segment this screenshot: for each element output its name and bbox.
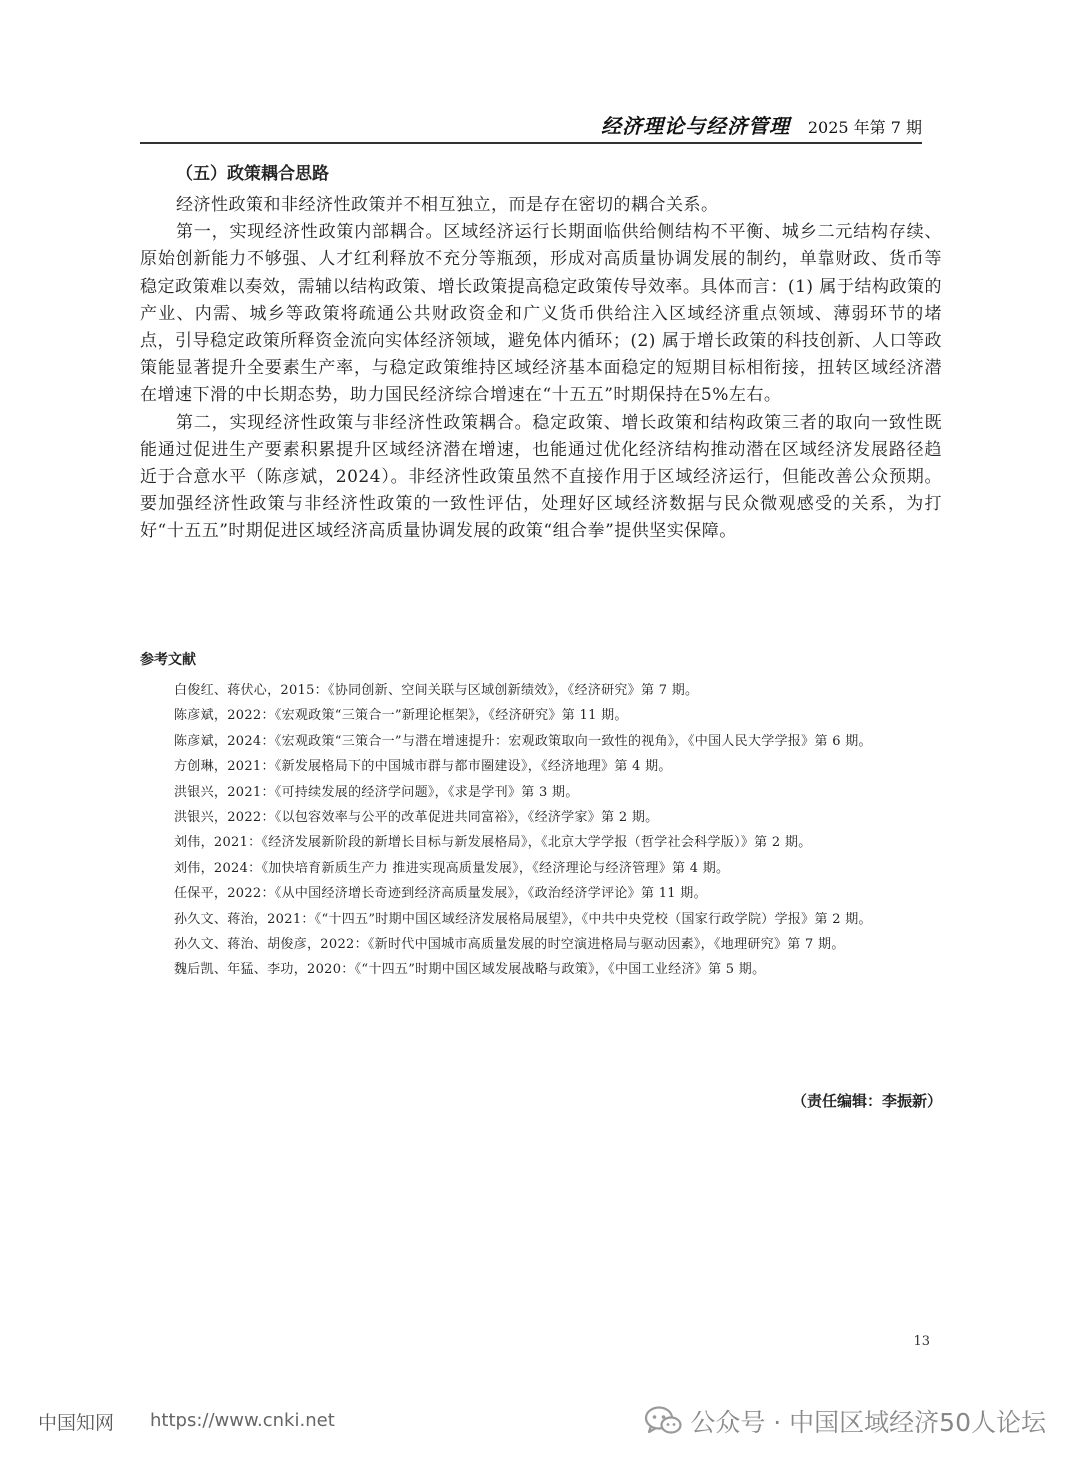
reference-item: 刘伟，2024：《加快培育新质生产力 推进实现高质量发展》，《经济理论与经济管理》第 4 期。 bbox=[174, 860, 730, 876]
journal-info bbox=[601, 110, 922, 139]
reference-item: 陈彦斌，2024：《宏观政策“三策合一”与潜在增速提升：宏观政策取向一致性的视角》，《中国人民大学学报》第 6 期。 bbox=[174, 733, 872, 749]
reference-item: 孙久文、蒋治、胡俊彦，2022：《新时代中国城市高质量发展的时空演进格局与驱动因素》，《地理研究》第 7 期。 bbox=[174, 937, 845, 953]
journal-issue: 2025 年第 7 期 bbox=[807, 118, 922, 137]
paragraph-intro: 经济性政策和非经济性政策并不相互独立，而是存在密切的耦合关系。 bbox=[176, 195, 719, 215]
paragraph-second: 第二，实现经济性政策与非经济性政策耦合。稳定政策、增长政策和结构政策三者的取向一致性既能通过促进生产要素积累提升区域经济潜在增速，也能通过优化经济结构推动潜在区域经济发展路径趋近于合意水平（陈彦斌，2024）。非经济性政策虽然不直接作用于区域经济运行，但能改善公众预期。要加强经济性政策与非经济性政策的一致性评估，处理好区域经济数据与民众微观感受的关系，为打好“十五五”时期促进区域经济高质量协调发展的政策“组合拳”提供坚实保障。 bbox=[140, 412, 942, 542]
running-header bbox=[140, 104, 922, 144]
site-url[interactable]: https://www.cnki.net bbox=[150, 1410, 335, 1431]
responsible-editor: （责任编辑：李振新） bbox=[791, 1092, 942, 1110]
reference-item: 任保平，2022：《从中国经济增长奇迹到经济高质量发展》，《政治经济学评论》第 11 期。 bbox=[174, 886, 707, 902]
journal-name: 经济理论与经济管理 bbox=[601, 114, 791, 138]
reference-item: 陈彦斌，2022：《宏观政策“三策合一”新理论框架》，《经济研究》第 11 期。 bbox=[174, 708, 628, 724]
reference-item: 魏后凯、年猛、李功，2020：《“十四五”时期中国区域发展战略与政策》，《中国工业经济》第 5 期。 bbox=[174, 962, 766, 978]
reference-item: 洪银兴，2022：《以包容效率与公平的改革促进共同富裕》，《经济学家》第 2 期。 bbox=[174, 810, 659, 826]
section-heading: （五）政策耦合思路 bbox=[176, 164, 329, 184]
reference-item: 白俊红、蒋伏心，2015：《协同创新、空间关联与区域创新绩效》，《经济研究》第 7 期。 bbox=[174, 683, 699, 698]
body-text bbox=[140, 160, 942, 546]
reference-item: 方创琳，2021：《新发展格局下的中国城市群与都市圈建设》，《经济地理》第 4 期。 bbox=[174, 759, 672, 775]
references-section bbox=[140, 650, 942, 983]
wechat-label: 公众号 · 中国区域经济50人论坛 bbox=[690, 1408, 1046, 1437]
reference-item: 刘伟，2021：《经济发展新阶段的新增长目标与新发展格局》，《北京大学学报（哲学社会科学版）》第 2 期。 bbox=[174, 835, 812, 851]
site-name: 中国知网 bbox=[38, 1412, 115, 1434]
wechat-icon bbox=[644, 1405, 682, 1437]
page-number: 13 bbox=[913, 1334, 930, 1349]
references-title: 参考文献 bbox=[140, 652, 196, 668]
reference-item: 孙久文、蒋治，2021：《“十四五”时期中国区域经济发展格局展望》，《中共中央党校（国家行政学院）学报》第 2 期。 bbox=[174, 911, 872, 927]
footer-bar bbox=[0, 1398, 1080, 1448]
wechat-account bbox=[644, 1403, 1046, 1439]
paragraph-first: 第一，实现经济性政策内部耦合。区域经济运行长期面临供给侧结构不平衡、城乡二元结构存续、原始创新能力不够强、人才红利释放不充分等瓶颈，形成对高质量协调发展的制约，单靠财政、货币等稳定政策难以奏效，需辅以结构政策、增长政策提高稳定政策传导效率。具体而言：(1) 属于结构政策的产业、内需、城乡等政策将疏通公共财政资金和广义货币供给注入区域经济重点领域、薄弱环节的堵点，引导稳定政策所释资金流向实体经济领域，避免体内循环；(2) 属于增长政策的科技创新、人口等政策能显著提升全要素生产率，与稳定政策维持区域经济基本面稳定的短期目标相衔接，扭转区域经济潜在增速下滑的中长期态势，助力国民经济综合增速在“十五五”时期保持在5%左右。 bbox=[140, 222, 942, 406]
reference-item: 洪银兴，2021：《可持续发展的经济学问题》，《求是学刊》第 3 期。 bbox=[174, 784, 579, 800]
